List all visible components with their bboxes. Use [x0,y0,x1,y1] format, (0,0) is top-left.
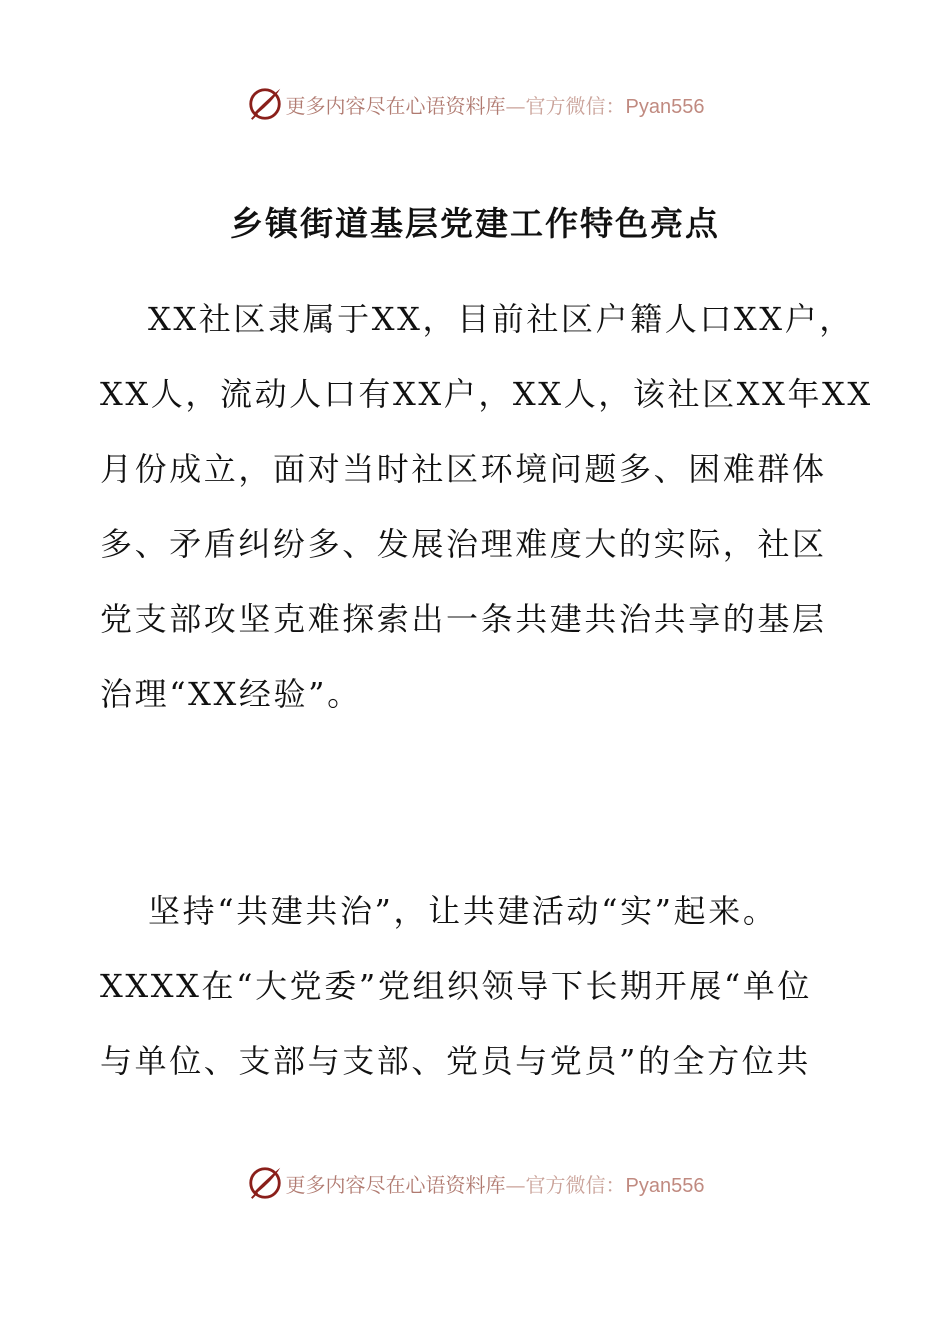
footer-banner [0,1163,950,1203]
banner-site-name: 更多内容尽在心语资料库 [285,93,506,118]
paragraph-line: 与单位、支部与支部、党员与党员”的全方位共 [100,1042,811,1080]
document-title: 乡镇街道基层党建工作特色亮点 [230,204,720,243]
banner-contact-label: —官方微信： [505,1172,626,1197]
paragraph-line: 坚持“共建共治”，让共建活动“实”起来。 [148,892,778,930]
paragraph-line: XXXX在“大党委”党组织领导下长期开展“单位 [100,967,813,1005]
paragraph-line: XX社区隶属于XX，目前社区户籍人口XX户， [148,300,854,338]
banner-text [286,1169,705,1198]
banner-wechat-id: Pyan556 [625,95,705,118]
banner-text [286,90,705,119]
banner-wechat-id: Pyan556 [625,1174,705,1197]
paragraph-line: XX人，流动人口有XX户，XX人，该社区XX年XX [100,375,873,413]
header-banner [0,84,950,124]
banner-contact-label: —官方微信： [505,93,626,118]
paragraph-1 [100,282,873,732]
quill-logo-icon [246,85,284,123]
paragraph-line: 党支部攻坚克难探索出一条共建共治共享的基层 [100,600,827,638]
quill-logo-icon [246,1164,284,1202]
paragraph-line: 月份成立，面对当时社区环境问题多、困难群体 [100,450,827,488]
paragraph-line: 多、矛盾纠纷多、发展治理难度大的实际，社区 [100,525,827,563]
banner-site-name: 更多内容尽在心语资料库 [285,1172,506,1197]
paragraph-2 [100,874,852,1099]
paragraph-line: 治理“XX经验”。 [100,675,362,713]
